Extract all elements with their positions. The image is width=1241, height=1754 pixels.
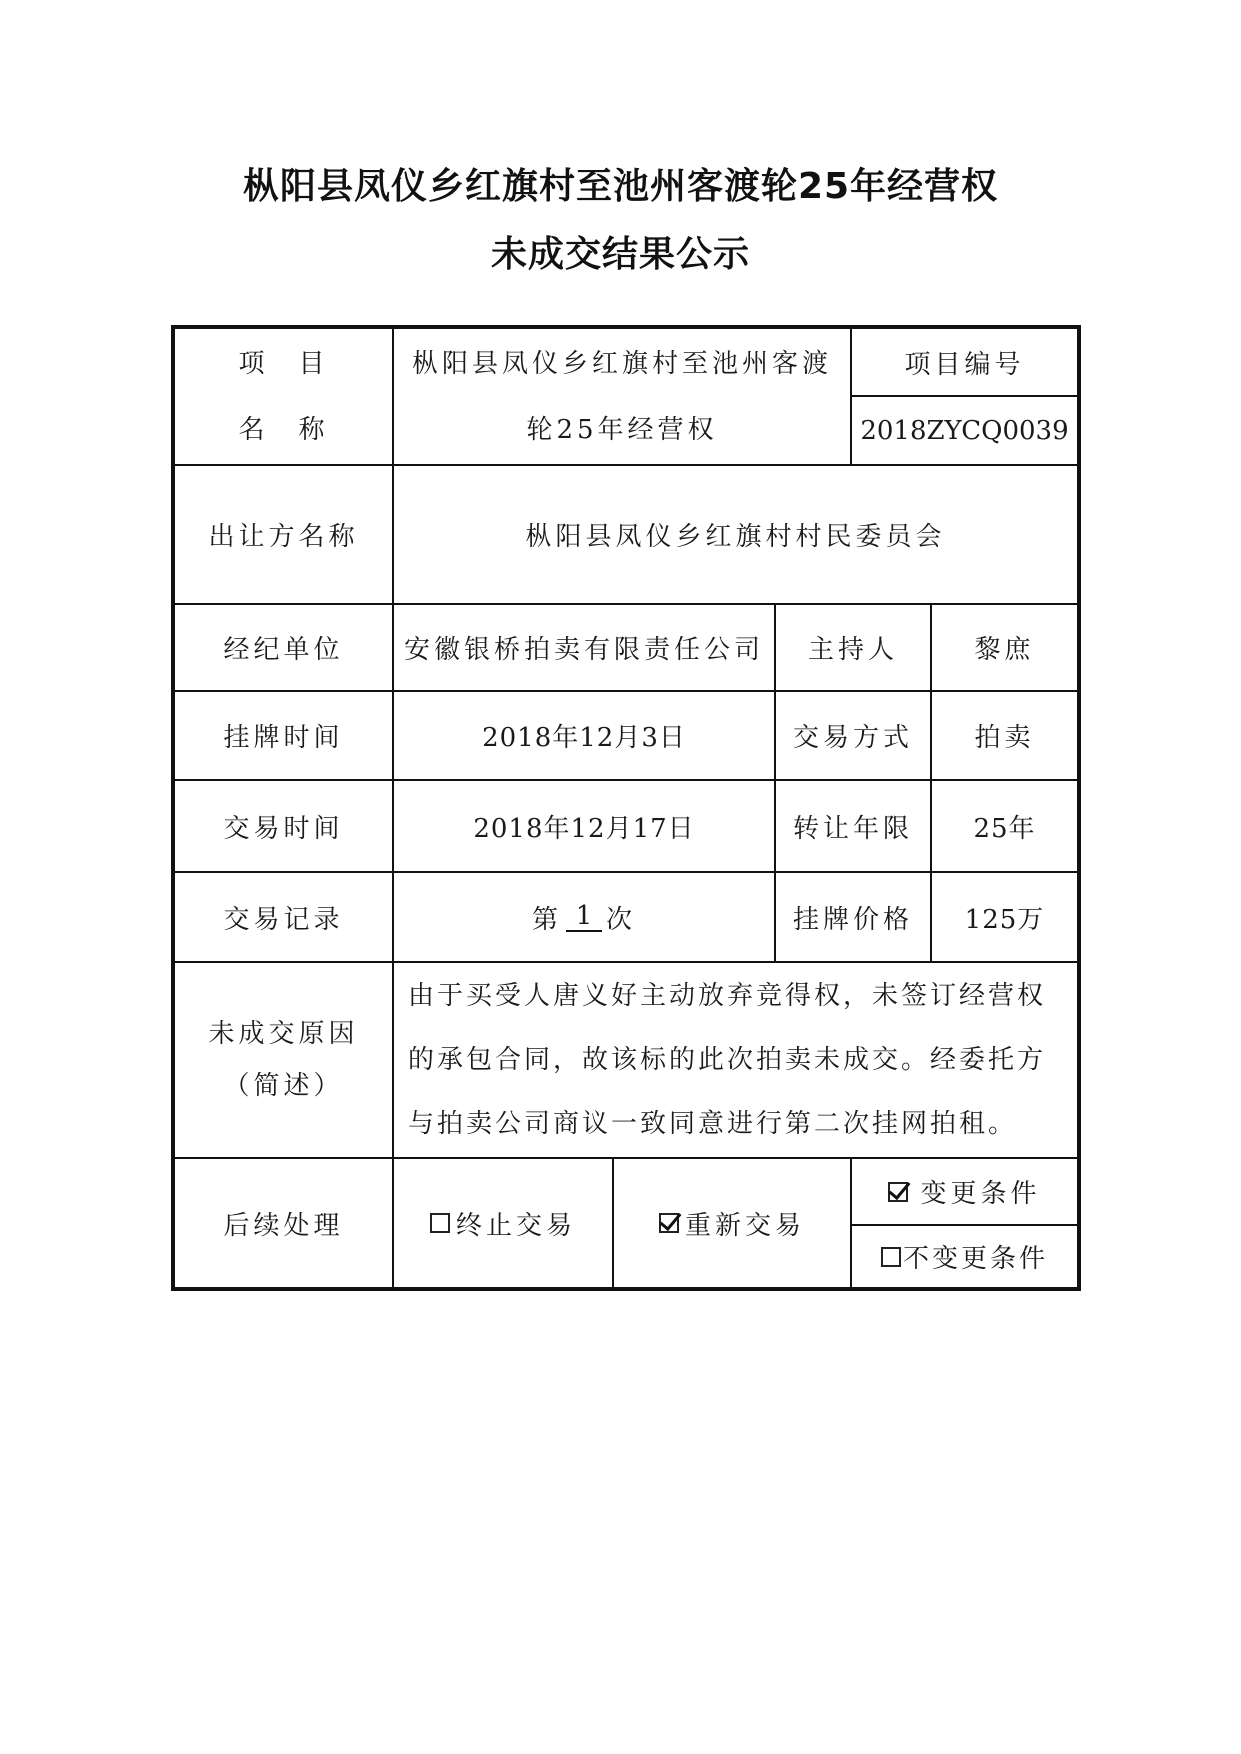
- project-number-label: 项目编号: [904, 349, 1025, 380]
- option-retrade[interactable]: [614, 1159, 850, 1287]
- project-name-label: [175, 329, 392, 464]
- project-name-label-line-2: 名 称: [238, 414, 329, 445]
- trade-record-label: 交易记录: [223, 904, 344, 935]
- document-title-line-1: 枞阳县凤仪乡红旗村至池州客渡轮25年经营权: [242, 166, 999, 207]
- option-change-conditions[interactable]: [852, 1159, 1077, 1224]
- trade-method-value: 拍卖: [974, 723, 1035, 753]
- document-title-line-2: 未成交结果公示: [490, 234, 750, 275]
- host-label: 主持人: [807, 635, 898, 665]
- followup-label: 后续处理: [223, 1210, 344, 1241]
- terminate-label: 终止交易: [455, 1210, 576, 1241]
- listing-time-label: 挂牌时间: [223, 723, 344, 753]
- transferor-value: 枞阳县凤仪乡红旗村村民委员会: [525, 522, 946, 552]
- project-name-line-2: 轮25年经营权: [526, 414, 718, 445]
- terminate-checkbox[interactable]: [430, 1213, 450, 1233]
- term-value: 25年: [973, 813, 1036, 844]
- term-label: 转让年限: [792, 813, 913, 844]
- record-count: 1: [566, 902, 602, 932]
- listing-time-value: 2018年12月3日: [482, 723, 686, 753]
- reason-label-line-1: 未成交原因: [208, 1019, 359, 1049]
- reason-label: [175, 963, 392, 1157]
- record-prefix: 第: [531, 904, 562, 935]
- broker-value: 安徽银桥拍卖有限责任公司: [403, 635, 764, 665]
- trade-method-label: 交易方式: [792, 723, 913, 753]
- trade-record-value: [394, 873, 774, 961]
- reason-value: 由于买受人唐义好主动放弃竞得权，未签订经营权的承包合同，故该标的此次拍卖未成交。经委托方与拍卖公司商议一致同意进行第二次挂网拍租。: [408, 981, 1047, 1139]
- option-terminate[interactable]: [394, 1159, 612, 1287]
- broker-label: 经纪单位: [223, 635, 344, 665]
- keep-conditions-label: 不变更条件: [902, 1244, 1048, 1274]
- retrade-label: 重新交易: [684, 1210, 805, 1241]
- project-name-value: [394, 329, 850, 464]
- option-keep-conditions[interactable]: [852, 1226, 1077, 1287]
- record-suffix: 次: [606, 904, 637, 935]
- project-number-value: 2018ZYCQ0039: [860, 415, 1069, 446]
- trade-time-value: 2018年12月17日: [473, 813, 695, 844]
- result-table: [171, 325, 1081, 1291]
- change-conditions-label: 变更条件: [920, 1179, 1041, 1209]
- project-name-line-1: 枞阳县凤仪乡红旗村至池州客渡: [411, 348, 832, 379]
- transferor-label: 出让方名称: [208, 522, 359, 552]
- project-name-label-line-1: 项 目: [238, 348, 329, 379]
- host-value: 黎庶: [974, 635, 1035, 665]
- change-conditions-checkbox[interactable]: [888, 1182, 908, 1202]
- reason-label-line-2: （简述）: [223, 1071, 344, 1101]
- retrade-checkbox[interactable]: [659, 1213, 679, 1233]
- keep-conditions-checkbox[interactable]: [881, 1247, 901, 1267]
- listing-price-label: 挂牌价格: [792, 904, 913, 935]
- trade-time-label: 交易时间: [223, 813, 344, 844]
- listing-price-value: 125万: [964, 904, 1045, 935]
